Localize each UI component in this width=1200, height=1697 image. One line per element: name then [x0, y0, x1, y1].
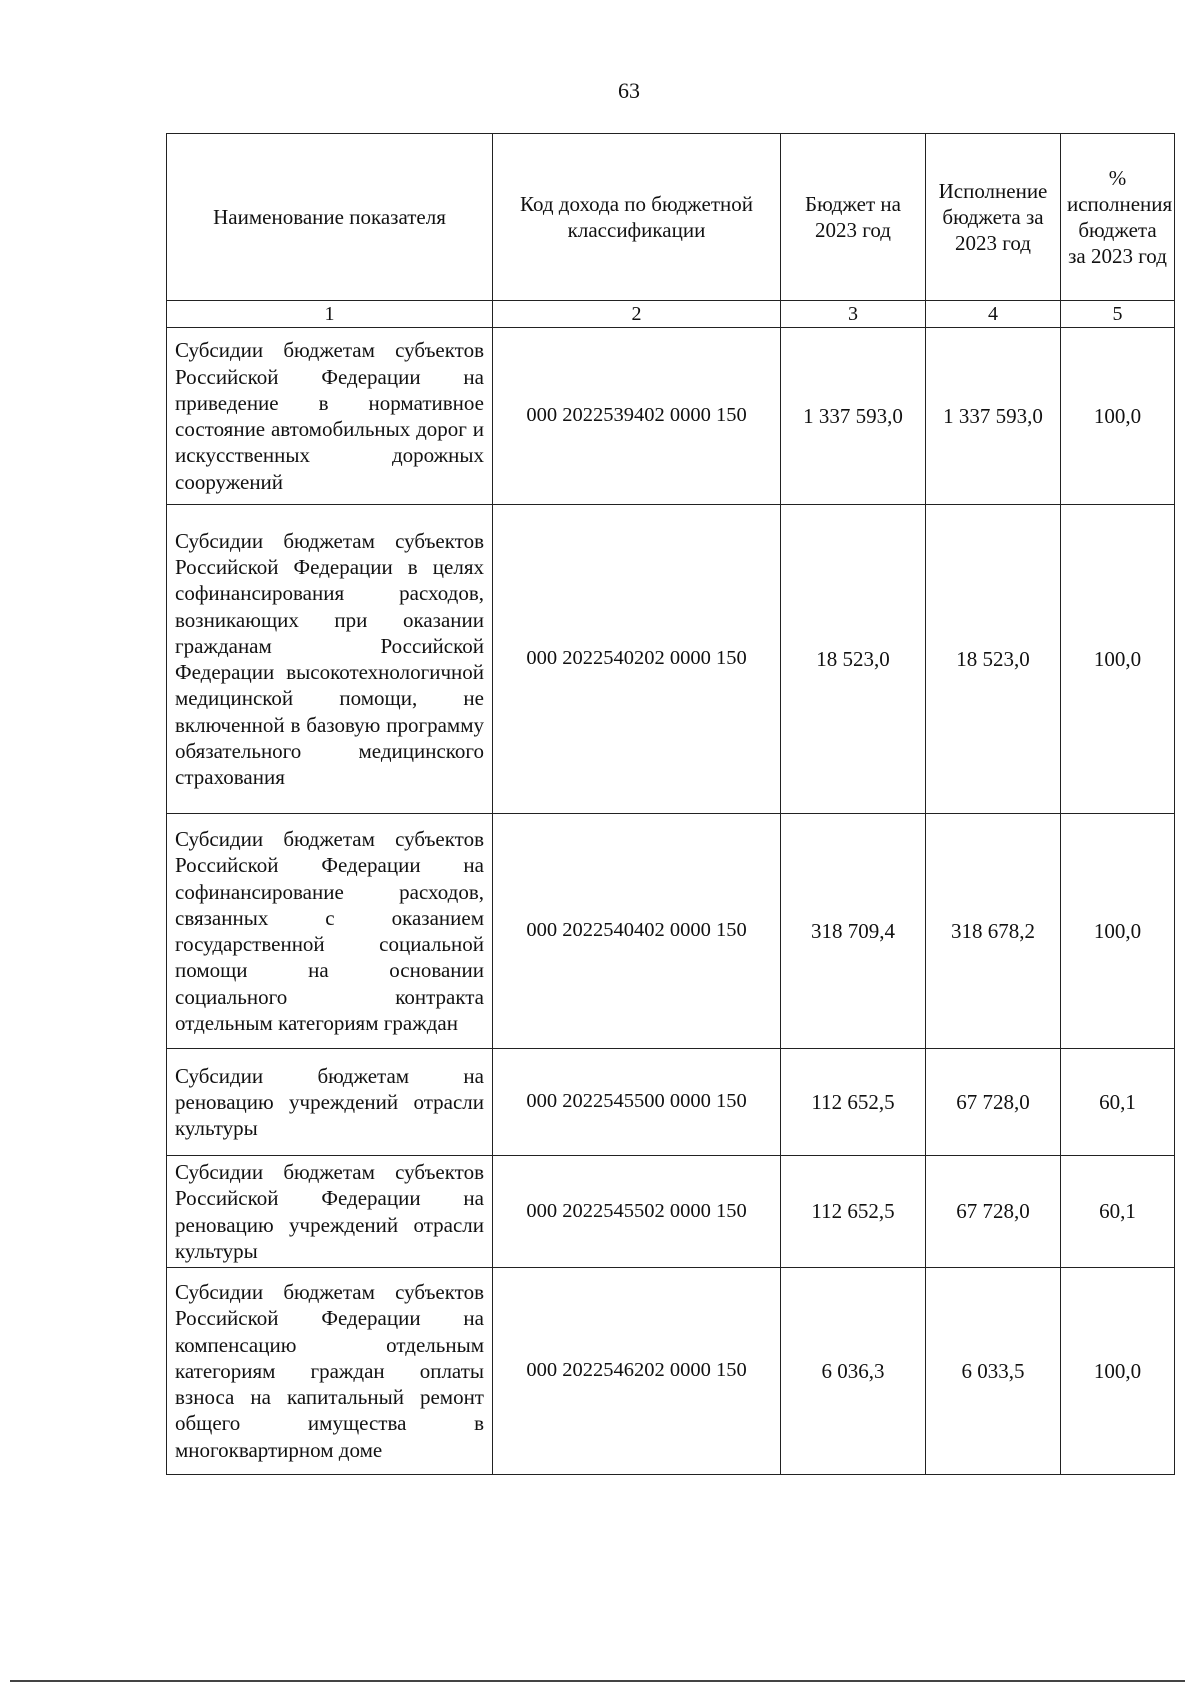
table-row	[167, 328, 1175, 505]
budget-value: 318 709,4	[781, 814, 926, 1049]
execution-percent: 100,0	[1061, 505, 1175, 814]
table-row	[167, 814, 1175, 1049]
revenue-code: 000 2022546202 0000 150	[493, 1268, 781, 1475]
table-header-row	[167, 134, 1175, 301]
revenue-code: 000 2022540202 0000 150	[493, 505, 781, 814]
budget-value: 6 036,3	[781, 1268, 926, 1475]
revenue-code: 000 2022545500 0000 150	[493, 1049, 781, 1156]
revenue-code: 000 2022540402 0000 150	[493, 814, 781, 1049]
page-number: 63	[618, 78, 640, 103]
execution-value: 67 728,0	[926, 1156, 1061, 1268]
execution-value: 318 678,2	[926, 814, 1061, 1049]
indicator-name: Субсидии бюджетам субъектов Российской Федерации на приведение в нормативное состояние автомобильных дорог и искусственных дорожных сооружений	[167, 328, 493, 505]
table-row	[167, 1049, 1175, 1156]
indicator-name: Субсидии бюджетам субъектов Российской Федерации на реновацию учреждений отрасли культуры	[167, 1156, 493, 1268]
indicator-name: Субсидии бюджетам субъектов Российской Федерации на компенсацию отдельным категориям граждан оплаты взноса на капитальный ремонт общего имущества в многоквартирном доме	[167, 1268, 493, 1475]
execution-percent: 100,0	[1061, 328, 1175, 505]
header-code: Код дохода по бюджетной классификации	[493, 134, 781, 301]
revenue-code: 000 2022539402 0000 150	[493, 328, 781, 505]
page-bottom-rule	[10, 1680, 1185, 1682]
budget-value: 112 652,5	[781, 1049, 926, 1156]
budget-value: 18 523,0	[781, 505, 926, 814]
column-number-row	[167, 301, 1175, 328]
column-number: 3	[781, 301, 926, 328]
header-execution: Исполнение бюджета за 2023 год	[926, 134, 1061, 301]
table-row	[167, 1268, 1175, 1475]
column-number: 2	[493, 301, 781, 328]
execution-percent: 100,0	[1061, 814, 1175, 1049]
revenue-code: 000 2022545502 0000 150	[493, 1156, 781, 1268]
column-number: 5	[1061, 301, 1175, 328]
indicator-name: Субсидии бюджетам субъектов Российской Федерации в целях софинансирования расходов, возникающих при оказании гражданам Российской Федерации высокотехнологичной медицинской помощи, не включенной в базовую программу обязательного медицинского страхования	[167, 505, 493, 814]
budget-value: 112 652,5	[781, 1156, 926, 1268]
table-row	[167, 1156, 1175, 1268]
execution-percent: 60,1	[1061, 1049, 1175, 1156]
column-number: 1	[167, 301, 493, 328]
execution-value: 1 337 593,0	[926, 328, 1061, 505]
execution-percent: 100,0	[1061, 1268, 1175, 1475]
header-percent: % исполнения бюджета за 2023 год	[1061, 134, 1175, 301]
execution-value: 67 728,0	[926, 1049, 1061, 1156]
execution-value: 18 523,0	[926, 505, 1061, 814]
execution-value: 6 033,5	[926, 1268, 1061, 1475]
column-number: 4	[926, 301, 1061, 328]
execution-percent: 60,1	[1061, 1156, 1175, 1268]
header-budget: Бюджет на 2023 год	[781, 134, 926, 301]
indicator-name: Субсидии бюджетам субъектов Российской Федерации на софинансирование расходов, связанных с оказанием государственной социальной помощи на основании социального контракта отдельным категориям граждан	[167, 814, 493, 1049]
indicator-name: Субсидии бюджетам на реновацию учреждений отрасли культуры	[167, 1049, 493, 1156]
header-name: Наименование показателя	[167, 134, 493, 301]
budget-execution-table	[166, 133, 1175, 1475]
table-row	[167, 505, 1175, 814]
budget-value: 1 337 593,0	[781, 328, 926, 505]
